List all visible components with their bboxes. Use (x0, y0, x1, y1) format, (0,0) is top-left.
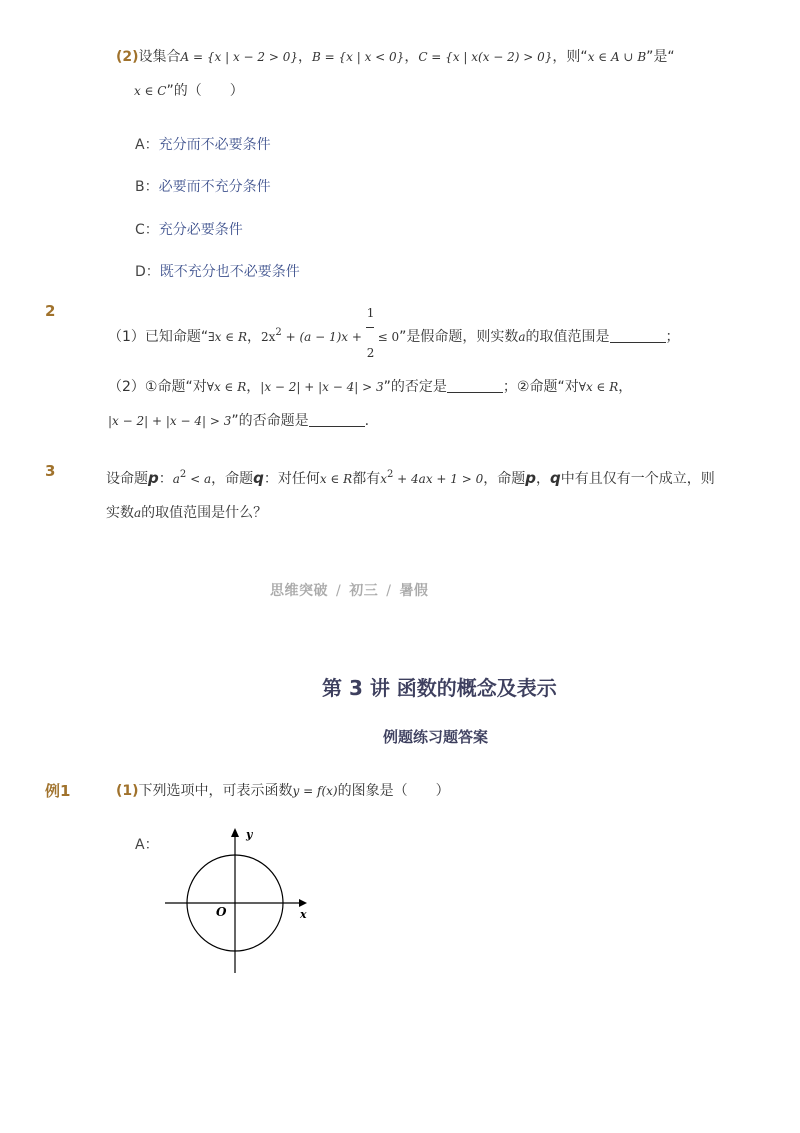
q1-2-line2: x ∈ C”的（ ） (134, 83, 244, 99)
q2-part2: （2）①命题“对∀x ∈ R，|x − 2| + |x − 4| > 3”的否定是 ；②命题“对∀x ∈ R， (108, 379, 633, 395)
lecture-subtitle: 例题练习题答案 (383, 728, 489, 746)
origin-label: O (216, 905, 227, 919)
circle-graph (155, 818, 325, 983)
y-axis-label: y (246, 828, 253, 841)
q3-line1: 设命题p：$a^2 < a$，命题q：对任何x ∈ R都有$x^2 + 4ax + 1 > 0$，命题p，q中有且仅有一个成立，则 (106, 469, 715, 487)
answer-blank[interactable] (309, 414, 365, 427)
option-b[interactable]: B：必要而不充分条件 (135, 179, 271, 195)
option-d[interactable]: D：既不充分也不必要条件 (135, 264, 300, 280)
lecture-title: 第 3 讲 函数的概念及表示 (322, 676, 557, 700)
example1-question: (1)下列选项中，可表示函数y = f(x)的图象是（ ） (116, 783, 450, 799)
subquestion-tag: (2) (116, 49, 139, 65)
q2-part1: （1）已知命题“∃x ∈ R，$2x^2 + (a - 1)x$ + $\frac{1}{2}$ ≤ 0”是假命题，则实数a的取值范围是 ； (108, 306, 680, 360)
x-axis-arrow (299, 899, 307, 907)
example-label: 例1 (45, 782, 71, 800)
question-number-3: 3 (45, 462, 56, 480)
question-number-2: 2 (45, 302, 56, 320)
q1-2-line1: (2)设集合A = {x | x − 2 > 0}，B = {x | x < 0}，C = {x | x(x − 2) > 0}，则“x ∈ A ∪ B”是“ (116, 49, 675, 65)
answer-blank[interactable] (610, 330, 666, 343)
example1-option-a-label[interactable]: A： (135, 837, 159, 853)
fraction-half: $\frac{1}{2}$ (366, 306, 375, 360)
x-axis-label: x (300, 908, 307, 921)
page-footer: 思维突破 / 初三 / 暑假 (270, 583, 429, 599)
answer-blank[interactable] (447, 380, 503, 393)
option-a[interactable]: A：充分而不必要条件 (135, 137, 271, 153)
y-axis-arrow (231, 828, 239, 837)
q3-line2: 实数a的取值范围是什么？ (106, 505, 268, 521)
q2-part2-cont: |x − 2| + |x − 4| > 3”的否命题是 . (108, 413, 370, 429)
option-c[interactable]: C：充分必要条件 (135, 222, 243, 238)
